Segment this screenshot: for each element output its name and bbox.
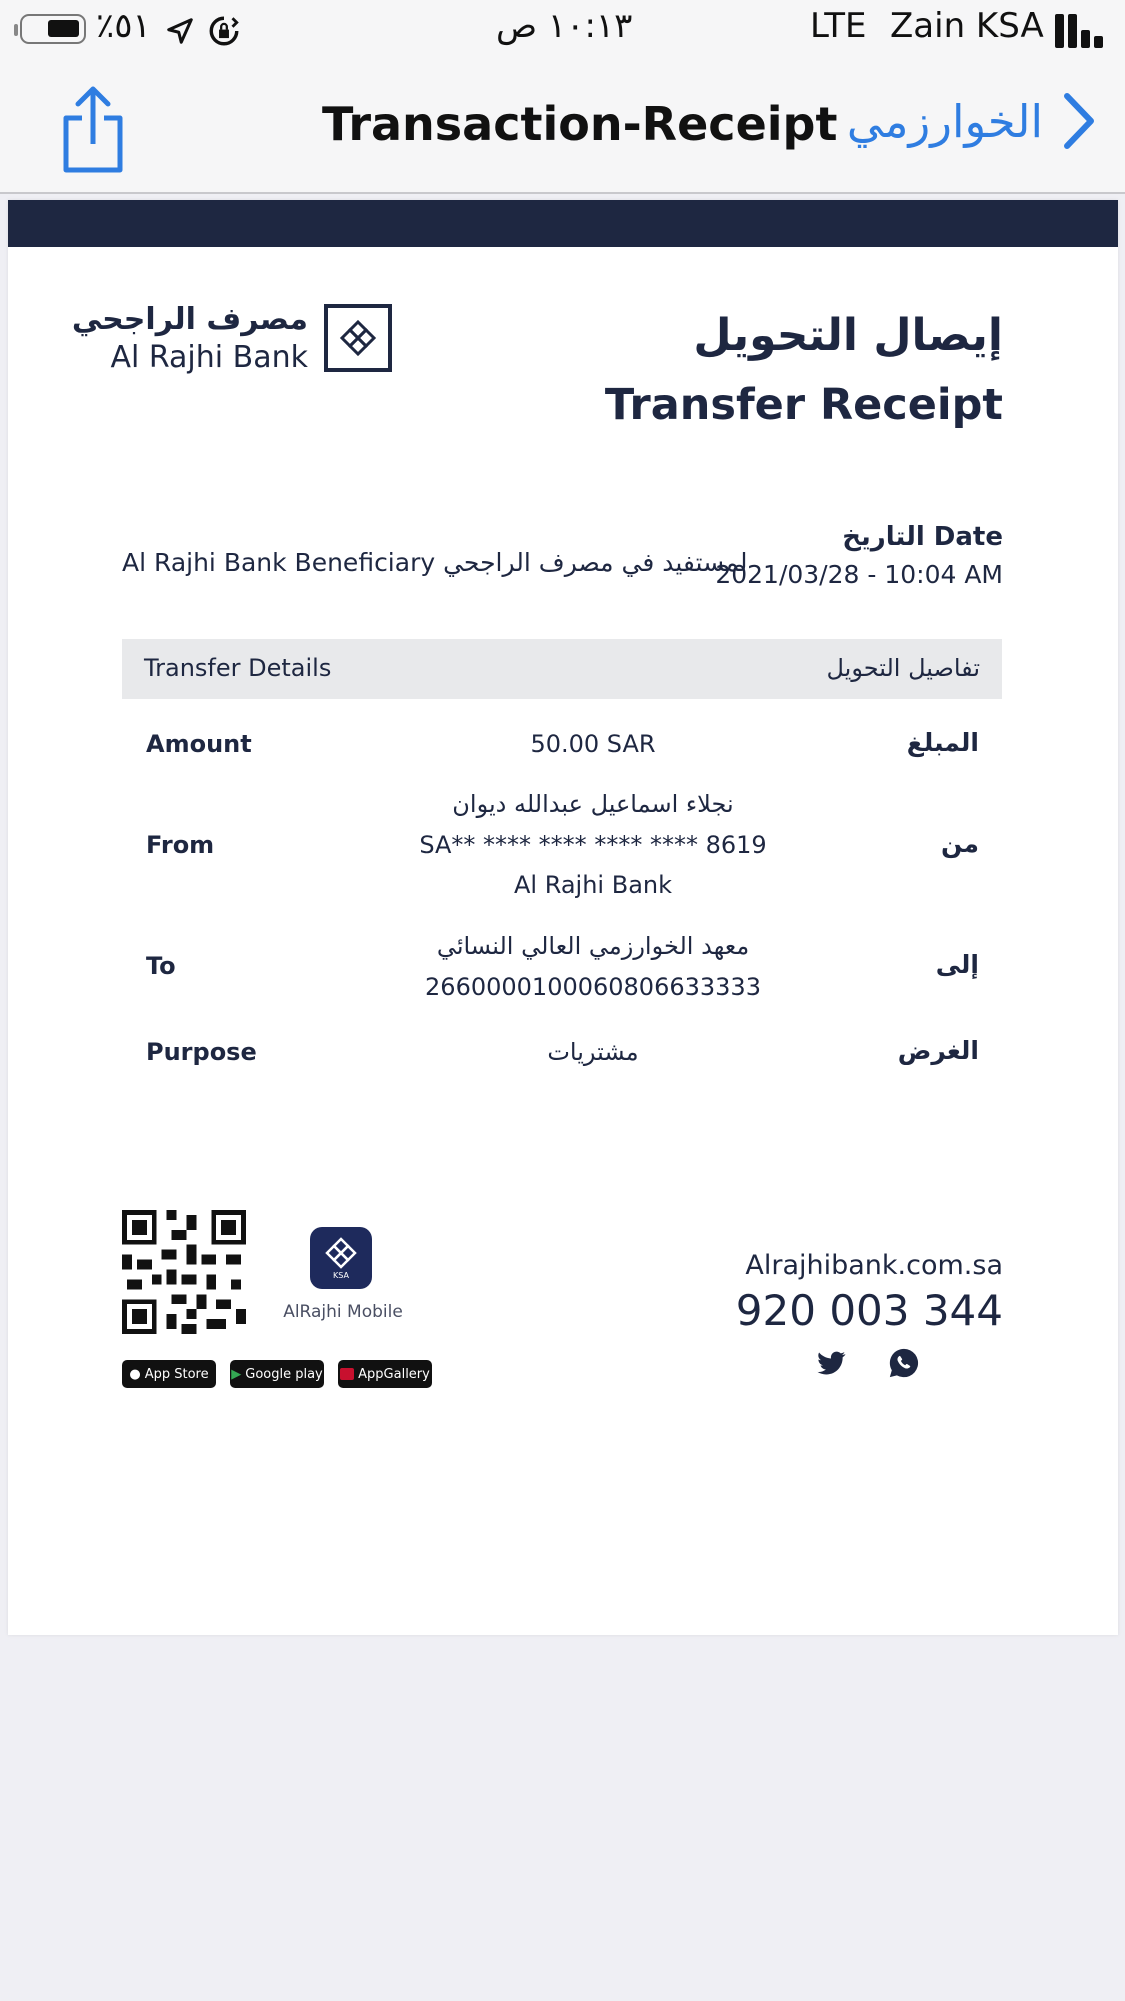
to-account: 2660000100060806633333 [425, 973, 761, 1001]
back-button[interactable] [847, 90, 1097, 152]
from-label-en: From [146, 831, 215, 859]
receipt-title-en: Transfer Receipt [604, 380, 1003, 430]
bank-name-en: Al Rajhi Bank [110, 340, 308, 375]
bank-name-ar: مصرف الراجحي [71, 302, 308, 337]
receipt-top-bar [8, 200, 1118, 247]
from-label-ar: من [941, 829, 979, 858]
app-icon-text: KSA [333, 1271, 349, 1280]
location-arrow-icon [165, 16, 195, 46]
bank-phone[interactable]: 920 003 344 [735, 1286, 1003, 1335]
beneficiary-type: Al Rajhi Bank Beneficiary لمستفيد في مصرف الراجحي [122, 548, 748, 577]
bank-logo [71, 302, 392, 378]
from-name: نجلاء اسماعيل عبدالله ديوان [452, 790, 734, 818]
status-bar [0, 0, 1125, 62]
to-label-en: To [146, 952, 176, 980]
purpose-label-en: Purpose [146, 1038, 257, 1066]
amount-label-en: Amount [146, 730, 252, 758]
whatsapp-icon[interactable] [887, 1346, 921, 1380]
app-store-badge[interactable] [122, 1360, 216, 1388]
receipt-title-ar: إيصال التحويل [693, 310, 1003, 361]
date-value: 2021/03/28 - 10:04 AM [715, 560, 1003, 589]
transfer-details-label-ar: تفاصيل التحويل [826, 654, 980, 682]
purpose-value: مشتريات [547, 1038, 639, 1066]
bank-logo-icon [324, 304, 392, 372]
appgallery-icon [340, 1368, 354, 1380]
back-chevron-icon [1061, 90, 1097, 152]
qr-code [122, 1210, 246, 1334]
appgallery-badge[interactable] [338, 1360, 432, 1388]
clock: ١٠:١٣ ص [496, 6, 633, 46]
carrier-name: Zain KSA [890, 6, 1044, 46]
amount-label-ar: المبلغ [906, 728, 979, 757]
receipt-document [8, 200, 1118, 1635]
transfer-details-header [122, 639, 1002, 699]
app-store-badge-label: App Store [144, 1366, 209, 1382]
share-icon[interactable] [58, 84, 128, 174]
bank-website[interactable]: Alrajhibank.com.sa [745, 1250, 1003, 1281]
rotation-lock-icon [207, 14, 241, 48]
amount-value: 50.00 SAR [530, 730, 656, 758]
google-play-badge[interactable] [230, 1360, 324, 1388]
signal-icon [1055, 14, 1111, 48]
google-play-badge-label: Google play [245, 1366, 323, 1382]
to-label-ar: إلى [935, 950, 979, 979]
network-type: LTE [810, 6, 867, 46]
back-button-label: الخوارزمي [846, 94, 1043, 148]
from-account: SA** **** **** **** **** 8619 [419, 831, 767, 859]
twitter-icon[interactable] [814, 1346, 848, 1380]
play-icon: ▶ [231, 1366, 242, 1382]
date-label: التاريخ Date [842, 522, 1003, 552]
transfer-details-label-en: Transfer Details [144, 654, 332, 682]
to-name: معهد الخوارزمي العالي النسائي [436, 932, 750, 960]
purpose-label-ar: الغرض [897, 1036, 979, 1065]
appgallery-badge-label: AppGallery [358, 1366, 430, 1382]
battery-icon [14, 14, 90, 46]
apple-icon: ● [129, 1366, 141, 1382]
alrajhi-mobile-app-icon [310, 1227, 372, 1289]
app-name: AlRajhi Mobile [283, 1302, 403, 1322]
page-title: Transaction-Receipt [322, 97, 838, 151]
from-bank: Al Rajhi Bank [513, 871, 673, 899]
battery-percent: ٪٥١ [96, 6, 151, 46]
navigation-bar [0, 62, 1125, 194]
